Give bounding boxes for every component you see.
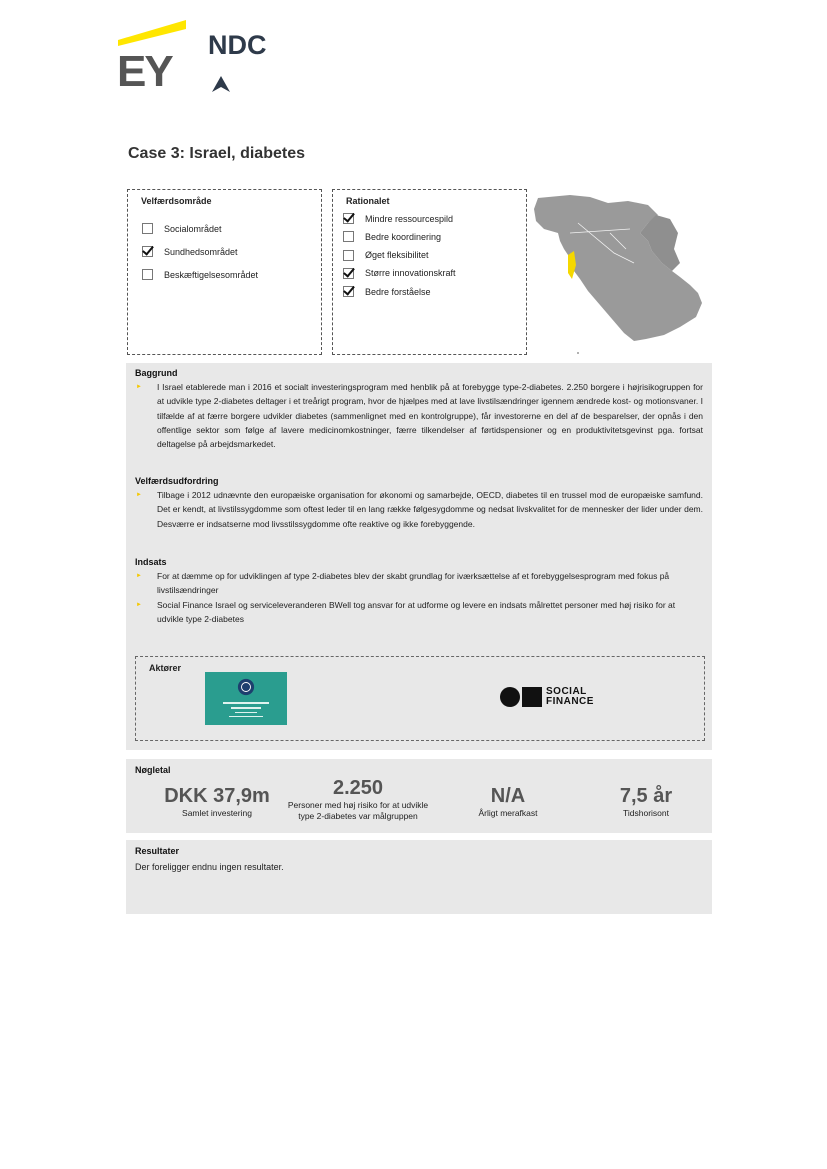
checked-checkbox-icon — [343, 286, 354, 297]
velfaerdsomraade-title: Velfærdsområde — [141, 196, 212, 206]
kpi-value: 2.250 — [332, 777, 384, 799]
velfaerdsudfordring-text: ► Tilbage i 2012 udnævnte den europæiske organisation for økonomi og samarbejde, OECD, diabetes til en trussel mod de europæiske samfund. Det er kendt, at livstilssygdomme som oftest leder til en lang række følgesygdomme og nedsat livskvalitet for de mennesker der lider under dem. Desværre er indsatserne mod livsstilssygdomme ofte reaktive og ikke forebyggende. — [135, 488, 703, 531]
checkbox-label: Øget fleksibilitet — [365, 250, 429, 261]
case-title: Case 3: Israel, diabetes — [128, 145, 305, 162]
indsats-item: ► Social Finance Israel og serviceleveranderen BWell tog ansvar for at udforme og levere en indsats målrettet personer med høj risiko for at udvikle type 2-diabetes — [135, 598, 703, 627]
checked-checkbox-icon — [343, 268, 354, 279]
kpi-label: Personer med høj risiko for at udvikle type 2-diabetes var målgruppen — [287, 800, 429, 821]
checkbox-row — [142, 268, 258, 281]
checkbox-row — [343, 267, 456, 280]
resultater-title: Resultater — [135, 846, 180, 856]
baggrund-text: ► I Israel etablerede man i 2016 et socialt investeringsprogram med henblik på at forebygge type-2-diabetes. 2.250 borgere i højrisikogruppen for at udvikle type 2-diabetes deltager i et treårigt program, hvor de hjælpes med at lave livstilsændringer igennem ændrede kost- og motionsvaner. I tilfælde af at færre borgere udvikler diabetes (sammenlignet med en kontrolgruppe), får investorerne en del af de besparelser, der opnås i den offentlige sektor som følge af lavere medicinomkostninger, færre tilkendelser af førtidspensioner og en produktivitetsgevinst pga. fortsat deltagelse på arbejdsmarkedet. — [135, 380, 703, 451]
kpi-label: Samlet investering — [182, 808, 252, 818]
velfaerdsomraade-box — [127, 189, 322, 355]
ey-logo-bar-icon — [118, 20, 186, 46]
unchecked-checkbox-icon — [142, 223, 153, 234]
rationalet-title: Rationalet — [346, 196, 390, 206]
checkbox-row — [142, 222, 258, 235]
kpi-value: DKK 37,9m — [164, 785, 270, 807]
checked-checkbox-icon — [142, 246, 153, 257]
resultater-panel — [126, 840, 712, 914]
noegletal-title: Nøgletal — [135, 765, 171, 775]
bwell-logo-lines — [223, 702, 269, 717]
unchecked-checkbox-icon — [343, 250, 354, 261]
indsats-title: Indsats — [135, 557, 167, 567]
unchecked-checkbox-icon — [142, 269, 153, 280]
checkbox-label: Større innovationskraft — [365, 268, 456, 279]
social-finance-mark-icon — [500, 687, 542, 707]
checkbox-label: Mindre ressourcespild — [365, 213, 454, 224]
indsats-item: ► For at dæmme op for udviklingen af type 2-diabetes blev der skabt grundlag for iværksættelse af et forebyggelsesprogram med fokus på livstilsændringer — [135, 569, 703, 598]
baggrund-title: Baggrund — [135, 368, 178, 378]
checkbox-row — [343, 230, 456, 243]
kpi-investering — [151, 783, 283, 819]
kpi-label: Årligt merafkast — [478, 808, 538, 818]
noegletal-panel — [126, 759, 712, 833]
bwell-emblem-icon — [237, 678, 255, 696]
checkbox-label: Bedre koordinering — [365, 231, 442, 242]
social-finance-line2: FINANCE — [546, 696, 594, 707]
velfaerdsudfordring-section — [135, 476, 703, 531]
aktorer-title: Aktører — [149, 663, 182, 673]
checkbox-row — [142, 245, 258, 258]
checkbox-label: Beskæftigelsesområdet — [164, 269, 259, 280]
ey-logo: EY — [117, 47, 172, 96]
baggrund-section — [135, 368, 703, 451]
checkbox-label: Sundhedsområdet — [164, 246, 238, 257]
indsats-section — [135, 557, 703, 626]
social-finance-logo — [500, 687, 594, 707]
checkbox-label: Socialområdet — [164, 223, 222, 234]
checkbox-row — [343, 285, 456, 298]
velfaerdsudfordring-title: Velfærdsudfordring — [135, 476, 219, 486]
checkbox-row — [343, 249, 456, 262]
kpi-merafkast — [456, 783, 560, 819]
social-finance-line1: SOCIAL — [546, 686, 587, 697]
checkbox-row — [343, 212, 456, 225]
kpi-value: N/A — [490, 785, 526, 807]
ndc-logo: NDC — [208, 30, 267, 60]
checkbox-label: Bedre forståelse — [365, 286, 431, 297]
checked-checkbox-icon — [343, 213, 354, 224]
rationalet-box — [332, 189, 527, 355]
kpi-maalgruppe — [274, 777, 442, 822]
resultater-text: Der foreligger endnu ingen resultater. — [135, 862, 284, 872]
aktorer-box — [135, 656, 705, 741]
kpi-tidshorisont — [594, 783, 698, 819]
middle-east-map-icon — [530, 193, 710, 355]
bwell-logo — [205, 672, 287, 725]
kpi-label: Tidshorisont — [623, 808, 669, 818]
kpi-value: 7,5 år — [619, 785, 673, 807]
ndc-arrow-icon — [212, 76, 230, 92]
unchecked-checkbox-icon — [343, 231, 354, 242]
